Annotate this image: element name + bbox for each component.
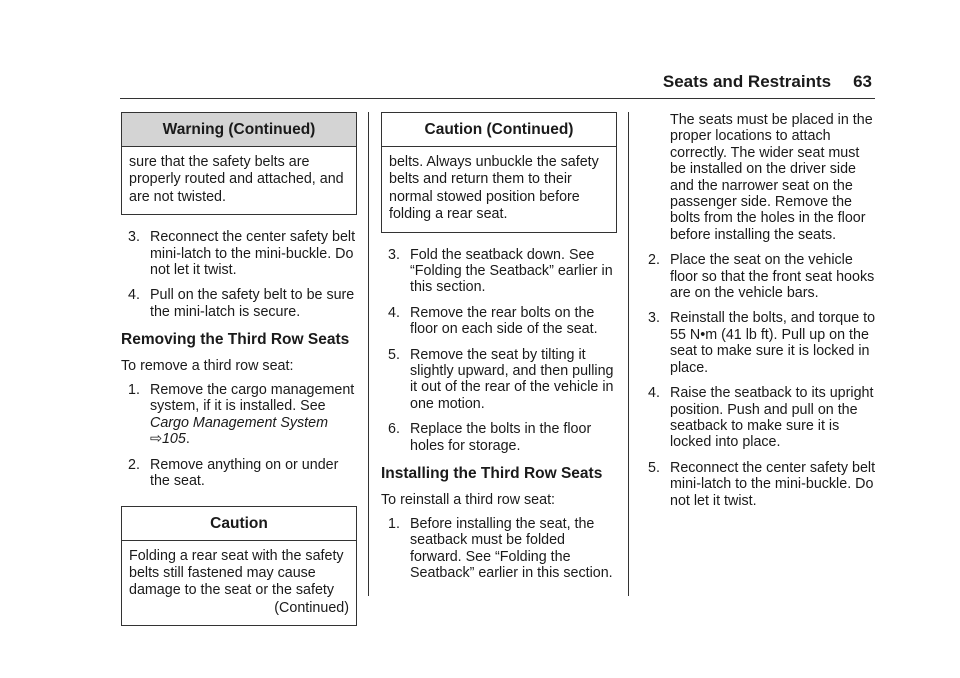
caution-continued-title: Caution (Continued) — [382, 113, 616, 147]
continued-label: (Continued) — [274, 599, 349, 616]
caution-continued-body — [382, 147, 616, 232]
warning-line: are not twisted. — [129, 188, 226, 205]
step-number: 3. — [388, 246, 400, 263]
step-item — [641, 460, 877, 509]
step-text: Replace the bolts in the floor holes for storage. — [410, 421, 592, 454]
page-number: 63 — [853, 72, 872, 91]
step-number: 2. — [648, 252, 660, 269]
step-item — [381, 247, 617, 296]
page-ref-number[interactable]: 105 — [161, 431, 186, 448]
caution-box — [121, 506, 357, 627]
continued-paragraph: The seats must be placed in the proper locations to attach correctly. The wider seat must be installed on the driver side and the narrower seat on the passenger side. Remove the bolts from the holes in the floor before installing the seats. — [670, 112, 873, 243]
step-number: 5. — [648, 459, 660, 476]
caution-line: normal stowed position before — [389, 188, 580, 205]
step-text: Place the seat on the vehicle floor so that the front seat hooks are on the vehicle bars. — [670, 252, 875, 302]
step-text: Reconnect the center safety belt mini-latch to the mini-buckle. Do not let it twist. — [150, 229, 356, 279]
section-heading: Removing the Third Row Seats — [121, 331, 350, 349]
step-text: Before installing the seat, the seatback must be folded forward. See “Folding the Seatback” earlier in this section. — [410, 515, 613, 582]
step-end: . — [185, 431, 190, 448]
step-number: 6. — [388, 421, 400, 438]
step-item — [641, 252, 877, 301]
column-divider — [368, 112, 369, 596]
step-text: Remove anything on or under the seat. — [150, 456, 339, 490]
step-number: 4. — [388, 304, 400, 321]
step-text: Raise the seatback to its upright position. Push and pull on the seatback to make sure it is locked into place. — [670, 385, 874, 451]
step-item — [381, 305, 617, 338]
step-number: 1. — [128, 382, 140, 399]
caution-continued-box — [381, 112, 617, 233]
intro-text: To reinstall a third row seat: — [381, 491, 556, 508]
step-item — [381, 516, 617, 582]
column-divider — [628, 112, 629, 596]
step-item — [641, 310, 877, 376]
warning-box-title: Warning (Continued) — [122, 113, 356, 147]
caution-box-body — [122, 541, 356, 626]
step-number: 2. — [128, 456, 140, 473]
column-right — [641, 112, 877, 518]
section-title: Seats and Restraints — [662, 72, 832, 91]
warning-line: sure that the safety belts are — [129, 154, 310, 170]
column-middle — [381, 112, 617, 591]
step-number: 3. — [648, 310, 660, 327]
step-text: Reconnect the center safety belt mini-latch to the mini-buckle. Do not let it twist. — [670, 459, 876, 509]
step-number: 5. — [388, 346, 400, 363]
header-rule — [120, 98, 875, 99]
step-item — [121, 287, 357, 320]
warning-box — [121, 112, 357, 215]
page-header — [612, 72, 872, 92]
caution-line: belts and return them to their — [389, 171, 572, 188]
warning-box-body — [122, 147, 356, 214]
column-left — [121, 112, 357, 626]
warning-line: properly routed and attached, and — [129, 171, 344, 188]
caution-line: damage to the seat or the safety — [129, 582, 335, 599]
caution-line: folding a rear seat. — [389, 206, 508, 223]
step-text: Pull on the safety belt to be sure the mini-latch is secure. — [150, 287, 355, 320]
cross-reference-link[interactable]: Cargo Management System — [150, 414, 328, 431]
caution-line: Folding a rear seat with the safety — [129, 547, 344, 564]
step-text: Remove the cargo management system, if it is installed. See — [150, 382, 355, 415]
caution-line: belts. Always unbuckle the safety — [389, 154, 599, 170]
page-ref-arrow-icon: ⇨ — [150, 431, 162, 448]
step-item — [121, 382, 357, 448]
step-item — [381, 347, 617, 413]
step-number: 1. — [388, 515, 400, 532]
step-item — [121, 229, 357, 278]
step-text: Remove the rear bolts on the floor on each side of the seat. — [410, 304, 598, 338]
step-text: Fold the seatback down. See “Folding the Seatback” earlier in this section. — [410, 246, 613, 296]
caution-line: belts still fastened may cause — [129, 564, 316, 581]
section-heading: Installing the Third Row Seats — [381, 465, 603, 483]
intro-text: To remove a third row seat: — [121, 357, 294, 374]
step-number: 3. — [128, 229, 140, 246]
step-text: Remove the seat by tilting it slightly upward, and then pulling it out of the rear of the vehicle in one motion. — [410, 346, 614, 412]
step-item — [641, 385, 877, 451]
caution-box-title: Caution — [122, 507, 356, 541]
step-text: Reinstall the bolts, and torque to 55 N•m (41 lb ft). Pull up on the seat to make sure it is locked in place. — [670, 310, 876, 376]
step-item — [381, 421, 617, 454]
step-item — [121, 457, 357, 490]
step-number: 4. — [128, 287, 140, 304]
step-number: 4. — [648, 385, 660, 402]
